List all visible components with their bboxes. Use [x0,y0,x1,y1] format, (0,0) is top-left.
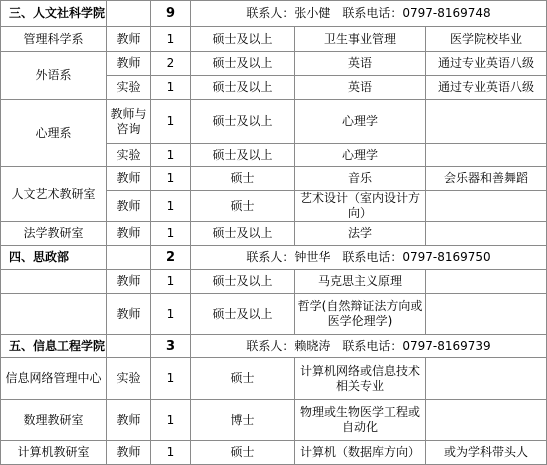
table-row [1,167,547,191]
num-cell: 1 [151,441,191,465]
table-row [1,358,547,400]
table-row-section-header [1,335,547,358]
note-cell [426,144,547,167]
note-cell [426,270,547,294]
major-cell: 心理学 [295,100,426,144]
department-count: 9 [151,1,191,27]
table-row [1,100,547,144]
table-row-section-header [1,1,547,27]
unit-cell: 人文艺术教研室 [1,167,107,222]
major-cell: 艺术设计（室内设计方向） [295,191,426,222]
num-cell: 1 [151,191,191,222]
major-cell: 计算机（数据库方向） [295,441,426,465]
contact-info: 联系人：赖晓涛 联系电话：0797-8169739 [191,335,547,358]
type-cell: 教师 [107,400,151,441]
type-cell: 教师 [107,52,151,76]
num-cell: 1 [151,222,191,246]
note-cell [426,400,547,441]
num-cell: 1 [151,270,191,294]
department-title: 三、人文社科学院 [1,1,107,27]
unit-cell: 信息网络管理中心 [1,358,107,400]
num-cell: 2 [151,52,191,76]
num-cell: 1 [151,400,191,441]
table-row [1,27,547,52]
major-cell: 心理学 [295,144,426,167]
note-cell [426,358,547,400]
type-cell: 实验 [107,144,151,167]
unit-cell: 管理科学系 [1,27,107,52]
empty-cell [107,246,151,270]
type-cell: 实验 [107,358,151,400]
degree-cell: 硕士 [191,441,295,465]
degree-cell: 硕士及以上 [191,100,295,144]
contact-info: 联系人：钟世华 联系电话：0797-8169750 [191,246,547,270]
major-cell: 音乐 [295,167,426,191]
note-cell: 或为学科带头人 [426,441,547,465]
degree-cell: 硕士 [191,167,295,191]
degree-cell: 硕士及以上 [191,27,295,52]
major-cell: 马克思主义原理 [295,270,426,294]
empty-cell [107,335,151,358]
table-row [1,52,547,76]
table-row [1,294,547,335]
note-cell [426,222,547,246]
contact-info: 联系人：张小健 联系电话：0797-8169748 [191,1,547,27]
type-cell: 教师与咨询 [107,100,151,144]
table-row [1,441,547,465]
unit-cell [1,270,107,294]
empty-cell [107,1,151,27]
unit-cell: 心理系 [1,100,107,167]
department-title: 四、思政部 [1,246,107,270]
major-cell: 物理或生物医学工程或自动化 [295,400,426,441]
unit-cell: 外语系 [1,52,107,100]
major-cell: 英语 [295,76,426,100]
num-cell: 1 [151,27,191,52]
table-row [1,270,547,294]
num-cell: 1 [151,294,191,335]
type-cell: 实验 [107,76,151,100]
degree-cell: 博士 [191,400,295,441]
degree-cell: 硕士及以上 [191,76,295,100]
type-cell: 教师 [107,270,151,294]
major-cell: 法学 [295,222,426,246]
note-cell: 通过专业英语八级 [426,76,547,100]
type-cell: 教师 [107,167,151,191]
department-title: 五、信息工程学院 [1,335,107,358]
note-cell [426,100,547,144]
table-row-section-header [1,246,547,270]
unit-cell: 数理教研室 [1,400,107,441]
major-cell: 哲学(自然辩证法方向或医学伦理学) [295,294,426,335]
degree-cell: 硕士及以上 [191,270,295,294]
note-cell: 医学院校毕业 [426,27,547,52]
degree-cell: 硕士及以上 [191,52,295,76]
note-cell: 会乐器和善舞蹈 [426,167,547,191]
unit-cell: 法学教研室 [1,222,107,246]
num-cell: 1 [151,76,191,100]
num-cell: 1 [151,144,191,167]
major-cell: 英语 [295,52,426,76]
unit-cell: 计算机教研室 [1,441,107,465]
degree-cell: 硕士 [191,358,295,400]
degree-cell: 硕士及以上 [191,144,295,167]
degree-cell: 硕士 [191,191,295,222]
type-cell: 教师 [107,191,151,222]
type-cell: 教师 [107,294,151,335]
num-cell: 1 [151,358,191,400]
type-cell: 教师 [107,27,151,52]
department-count: 2 [151,246,191,270]
table-row [1,222,547,246]
num-cell: 1 [151,100,191,144]
type-cell: 教师 [107,222,151,246]
unit-cell [1,294,107,335]
major-cell: 卫生事业管理 [295,27,426,52]
note-cell [426,294,547,335]
major-cell: 计算机网络或信息技术相关专业 [295,358,426,400]
table-row [1,400,547,441]
type-cell: 教师 [107,441,151,465]
note-cell [426,191,547,222]
note-cell: 通过专业英语八级 [426,52,547,76]
degree-cell: 硕士及以上 [191,294,295,335]
num-cell: 1 [151,167,191,191]
department-count: 3 [151,335,191,358]
degree-cell: 硕士及以上 [191,222,295,246]
